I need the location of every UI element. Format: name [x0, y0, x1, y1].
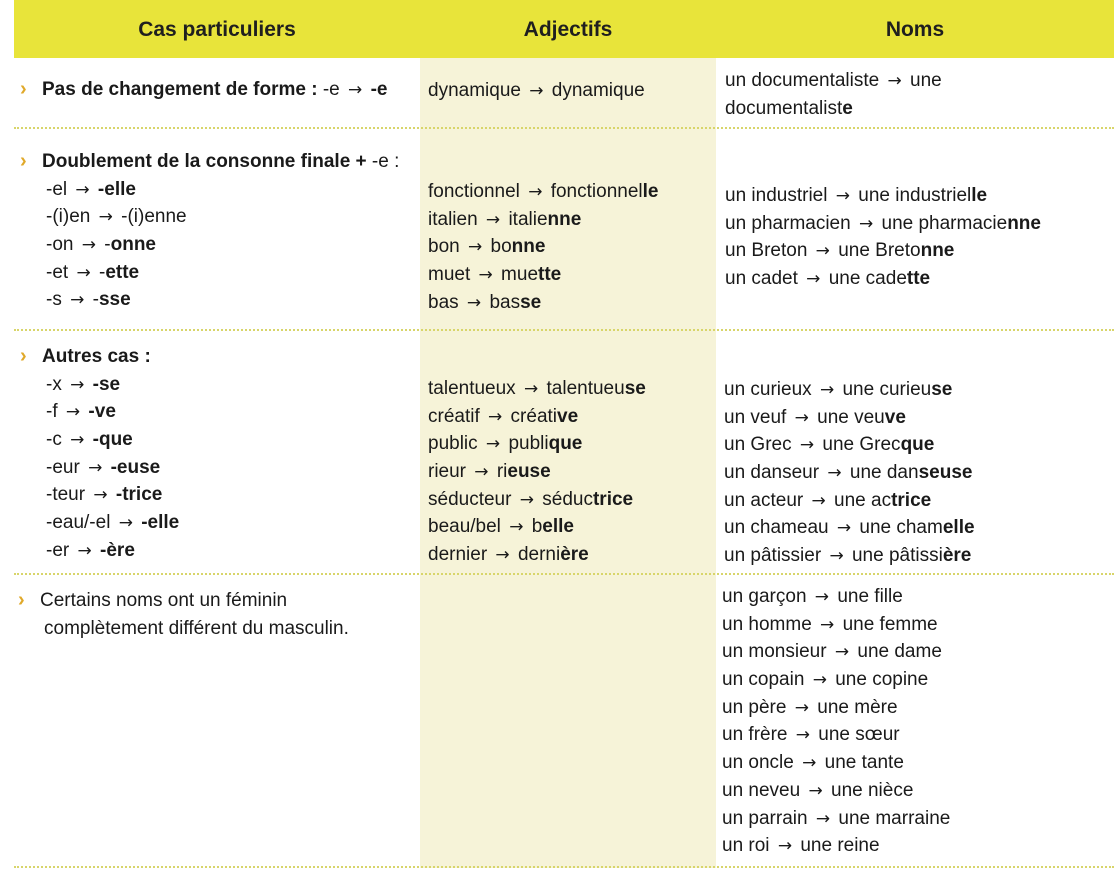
example-line	[724, 376, 975, 404]
bold-ending: nne	[1007, 212, 1041, 234]
text-segment: un parrain	[722, 807, 813, 829]
arrow-right-icon: →	[777, 836, 793, 857]
example-line	[724, 514, 975, 542]
example-line	[725, 95, 942, 123]
bold-ending: Doublement de la consonne finale +	[42, 151, 372, 172]
text-segment: un curieux	[724, 379, 817, 400]
example-line	[722, 805, 950, 833]
bold-ending: -elle	[92, 178, 136, 200]
text-segment: italie	[503, 208, 548, 230]
example-line	[725, 67, 942, 95]
bold-ending: -elle	[135, 512, 180, 534]
bold-ending: se	[520, 291, 542, 313]
cas-cell	[18, 587, 349, 642]
text-segment: fonctionnel	[545, 181, 643, 202]
text-segment: -e :	[371, 151, 400, 172]
example-line	[725, 265, 1041, 293]
rule-line	[46, 509, 179, 537]
text-segment: -s	[46, 289, 68, 311]
example-line	[722, 832, 950, 860]
arrow-right-icon: →	[474, 462, 489, 483]
arrow-right-icon: →	[811, 490, 826, 511]
header-cas-particuliers: Cas particuliers	[138, 18, 296, 41]
text-segment: séduc	[536, 488, 593, 510]
header-noms: Noms	[885, 18, 945, 41]
text-segment: un pharmacien	[725, 212, 856, 234]
text-segment: -(i)enne	[115, 206, 187, 228]
text-segment: une veu	[811, 406, 885, 428]
bold-ending: tte	[906, 268, 931, 290]
arrow-right-icon: →	[808, 780, 823, 801]
example-line	[722, 777, 950, 805]
bold-ending: tte	[538, 264, 562, 286]
text-segment: -el	[46, 178, 73, 200]
text-segment: une pâtissi	[846, 545, 943, 567]
arrow-right-icon: →	[98, 207, 113, 228]
arrow-right-icon: →	[802, 753, 817, 774]
noms-cell	[724, 376, 975, 570]
example-line	[428, 458, 646, 486]
text-segment: un père	[722, 696, 792, 718]
arrow-right-icon: →	[70, 374, 85, 395]
row-separator	[14, 329, 1114, 331]
arrow-right-icon: →	[81, 235, 96, 256]
arrow-right-icon: →	[65, 402, 81, 423]
noms-cell	[725, 67, 942, 122]
rule-line	[44, 615, 349, 643]
chevron-right-icon: ›	[18, 589, 25, 611]
text-segment: un garçon	[722, 586, 812, 607]
example-line	[722, 583, 950, 611]
example-line	[725, 182, 1041, 210]
arrow-right-icon: →	[466, 292, 482, 313]
arrow-right-icon: →	[799, 435, 815, 456]
text-segment: une	[904, 70, 942, 91]
rule-line	[46, 454, 179, 482]
bold-ending: elle	[542, 516, 574, 538]
arrow-right-icon: →	[488, 406, 503, 427]
arrow-right-icon: →	[820, 614, 835, 635]
adjectifs-cell	[428, 178, 658, 316]
example-line	[428, 541, 646, 569]
arrow-right-icon: →	[834, 642, 850, 663]
arrow-right-icon: →	[835, 186, 850, 206]
rule-line	[46, 286, 399, 314]
arrow-right-icon: →	[495, 545, 510, 566]
text-segment: bo	[485, 236, 512, 258]
text-segment: bon	[428, 236, 465, 258]
noms-cell	[722, 583, 950, 860]
text-segment: un Breton	[725, 240, 813, 262]
bold-ending: nne	[511, 236, 546, 258]
bold-ending: nne	[920, 240, 955, 262]
rule-line	[20, 76, 388, 104]
rule-line	[18, 587, 349, 615]
bold-ending: e	[842, 97, 853, 119]
text-segment: créatif	[428, 405, 486, 427]
text-segment: documentalist	[725, 97, 843, 119]
text-segment: Certains noms ont un féminin	[40, 590, 288, 611]
row-separator	[14, 866, 1114, 868]
example-line	[428, 289, 658, 317]
text-segment: un pâtissier	[724, 545, 827, 567]
bold-ending: le	[971, 185, 988, 206]
example-line	[428, 206, 658, 234]
bold-ending: ère	[942, 545, 972, 567]
arrow-right-icon: →	[519, 489, 534, 510]
example-line	[724, 542, 975, 570]
text-segment: bas	[484, 291, 521, 313]
text-segment: séducteur	[428, 488, 517, 510]
text-segment: un acteur	[724, 489, 809, 511]
example-line	[724, 459, 975, 487]
noms-cell	[725, 182, 1041, 293]
arrow-right-icon: →	[76, 262, 91, 283]
text-segment: une Breto	[832, 240, 921, 262]
arrow-right-icon: →	[509, 517, 524, 538]
text-segment: une marraine	[833, 807, 951, 829]
text-segment: mue	[495, 264, 539, 286]
cas-cell	[20, 148, 400, 314]
bold-ending: que	[900, 434, 935, 456]
text-segment: talentueux	[428, 378, 521, 399]
text-segment: une reine	[795, 835, 880, 857]
table-header	[14, 0, 1114, 58]
text-segment: muet	[428, 264, 476, 286]
text-segment: une tante	[819, 752, 904, 774]
bold-ending: ette	[105, 261, 140, 283]
text-segment: -	[99, 234, 111, 256]
example-line	[428, 513, 646, 541]
arrow-right-icon: →	[819, 380, 835, 400]
text-segment: un roi	[722, 835, 775, 857]
bold-ending: le	[642, 181, 659, 202]
adjectifs-cell	[428, 77, 645, 105]
bold-ending: -e	[365, 79, 388, 100]
arrow-right-icon: →	[77, 540, 92, 561]
row-separator	[14, 127, 1114, 129]
text-segment: complètement différent du masculin.	[44, 617, 349, 639]
text-segment: une dan	[844, 462, 919, 484]
example-line	[722, 694, 950, 722]
rule-line	[46, 203, 399, 231]
bold-ending: Autres cas :	[42, 346, 151, 367]
example-line	[428, 261, 658, 289]
bold-ending: onne	[110, 234, 156, 256]
text-segment: rieur	[428, 461, 472, 483]
arrow-right-icon: →	[485, 209, 501, 230]
text-segment: -et	[46, 261, 74, 283]
text-segment: une ac	[828, 489, 892, 511]
chevron-right-icon: ›	[20, 78, 27, 100]
text-segment: un monsieur	[722, 641, 832, 663]
arrow-right-icon: →	[887, 71, 902, 91]
text-segment: un oncle	[722, 752, 800, 774]
text-segment: une curieu	[837, 379, 932, 400]
arrow-right-icon: →	[815, 241, 830, 262]
bold-ending: ve	[557, 405, 579, 427]
header-adjectifs: Adjectifs	[523, 18, 613, 41]
cas-cell	[20, 343, 180, 565]
text-segment: talentueu	[541, 378, 625, 399]
text-segment: une sœur	[813, 724, 900, 746]
example-line	[428, 178, 658, 206]
text-segment: beau/bel	[428, 516, 507, 538]
text-segment: un veuf	[724, 406, 792, 428]
text-segment: -c	[46, 429, 68, 451]
text-segment: -(i)en	[46, 206, 96, 228]
text-segment: derni	[512, 544, 561, 566]
arrow-right-icon: →	[118, 513, 133, 534]
bold-ending: trice	[891, 489, 932, 511]
rule-line	[46, 176, 399, 204]
text-segment: une dame	[852, 641, 942, 663]
text-segment: -	[93, 261, 106, 283]
bold-ending: -que	[87, 429, 133, 451]
arrow-right-icon: →	[528, 182, 543, 202]
example-line	[428, 233, 658, 261]
example-line	[428, 430, 646, 458]
arrow-right-icon: →	[858, 213, 874, 234]
text-segment: public	[428, 433, 483, 455]
text-segment: -er	[46, 539, 75, 561]
text-segment: un homme	[722, 613, 818, 635]
text-segment: un chameau	[724, 517, 834, 539]
rule-line	[46, 426, 179, 454]
arrow-right-icon: →	[814, 587, 830, 607]
rule-line	[46, 259, 399, 287]
rule-line	[46, 231, 399, 259]
arrow-right-icon: →	[794, 697, 809, 718]
bold-ending: -ve	[83, 401, 116, 423]
text-segment: un Grec	[724, 434, 797, 456]
arrow-right-icon: →	[75, 179, 90, 200]
bold-ending: -ère	[94, 539, 135, 561]
text-segment: bas	[428, 291, 464, 313]
arrow-right-icon: →	[70, 290, 85, 311]
text-segment: un copain	[722, 669, 810, 691]
bold-ending: que	[548, 433, 583, 455]
text-segment: un neveu	[722, 779, 806, 801]
text-segment: dynamique	[428, 80, 527, 101]
chevron-right-icon: ›	[20, 150, 27, 172]
arrow-right-icon: →	[795, 725, 811, 746]
bold-ending: se	[931, 379, 953, 400]
text-segment: -eau/-el	[46, 512, 116, 534]
example-line	[725, 237, 1041, 265]
arrow-right-icon: →	[467, 237, 483, 258]
adjectifs-cell	[428, 375, 646, 569]
example-line	[722, 721, 950, 749]
text-segment: une fille	[832, 586, 903, 607]
example-line	[428, 403, 646, 431]
arrow-right-icon: →	[794, 407, 809, 428]
bold-ending: sse	[98, 289, 131, 311]
text-segment: un frère	[722, 724, 793, 746]
text-segment: une industriel	[852, 185, 972, 206]
example-line	[428, 486, 646, 514]
text-segment: une mère	[811, 696, 898, 718]
text-segment: un documentaliste	[725, 70, 885, 91]
arrow-right-icon: →	[529, 81, 544, 101]
text-segment: une cade	[823, 268, 907, 290]
example-line	[724, 487, 975, 515]
text-segment: dynamique	[546, 80, 645, 101]
example-line	[722, 749, 950, 777]
arrow-right-icon: →	[478, 265, 493, 286]
text-segment: dernier	[428, 544, 493, 566]
bold-ending: seuse	[918, 462, 973, 484]
text-segment: -teur	[46, 484, 91, 506]
bold-ending: trice	[592, 488, 634, 510]
rule-line	[46, 537, 179, 565]
row-separator	[14, 573, 1114, 575]
text-segment: un danseur	[724, 462, 825, 484]
example-line	[724, 404, 975, 432]
cas-cell	[20, 76, 388, 104]
text-segment: italien	[428, 208, 483, 230]
example-line	[724, 431, 975, 459]
arrow-right-icon: →	[523, 379, 539, 399]
arrow-right-icon: →	[815, 808, 831, 829]
bold-ending: -trice	[110, 484, 163, 506]
bold-ending: ère	[560, 544, 589, 566]
arrow-right-icon: →	[829, 546, 844, 567]
bold-ending: -euse	[105, 456, 161, 478]
rule-line	[46, 481, 179, 509]
example-line	[722, 638, 950, 666]
text-segment: une copine	[829, 669, 929, 691]
bold-ending: -se	[87, 373, 121, 395]
arrow-right-icon: →	[88, 457, 103, 478]
text-segment: -eur	[46, 456, 86, 478]
bold-ending: euse	[507, 461, 551, 483]
rule-line	[46, 398, 179, 426]
text-segment: fonctionnel	[428, 181, 526, 202]
example-line	[722, 666, 950, 694]
arrow-right-icon: →	[827, 463, 842, 484]
bold-ending: nne	[547, 208, 582, 230]
text-segment: un cadet	[725, 268, 804, 290]
example-line	[428, 77, 645, 105]
text-segment: -f	[46, 401, 63, 423]
text-segment: -x	[46, 373, 68, 395]
chevron-right-icon: ›	[20, 345, 27, 367]
arrow-right-icon: →	[836, 518, 852, 539]
text-segment: publi	[503, 433, 549, 455]
rule-line	[20, 343, 179, 371]
text-segment: -on	[46, 234, 79, 256]
example-line	[722, 611, 950, 639]
rule-line	[20, 148, 400, 176]
example-line	[725, 210, 1041, 238]
text-segment: un industriel	[725, 185, 833, 206]
arrow-right-icon: →	[70, 430, 85, 451]
text-segment: une femme	[837, 613, 938, 635]
text-segment: ri	[491, 461, 508, 483]
arrow-right-icon: →	[812, 670, 827, 691]
text-segment: créati	[505, 405, 558, 427]
text-segment: -	[87, 289, 99, 311]
arrow-right-icon: →	[348, 80, 363, 100]
text-segment: une pharmacie	[876, 212, 1008, 234]
arrow-right-icon: →	[806, 269, 821, 290]
bold-ending: se	[624, 378, 646, 399]
bold-ending: Pas de changement de forme :	[42, 79, 323, 100]
text-segment: une nièce	[825, 779, 914, 801]
arrow-right-icon: →	[485, 434, 501, 455]
bold-ending: elle	[942, 517, 975, 539]
example-line	[428, 375, 646, 403]
text-segment: une Grec	[817, 434, 901, 456]
text-segment: -e	[322, 79, 346, 100]
arrow-right-icon: →	[93, 485, 108, 506]
text-segment: b	[526, 516, 543, 538]
rule-line	[46, 371, 179, 399]
text-segment: une cham	[854, 517, 943, 539]
bold-ending: ve	[884, 406, 906, 428]
